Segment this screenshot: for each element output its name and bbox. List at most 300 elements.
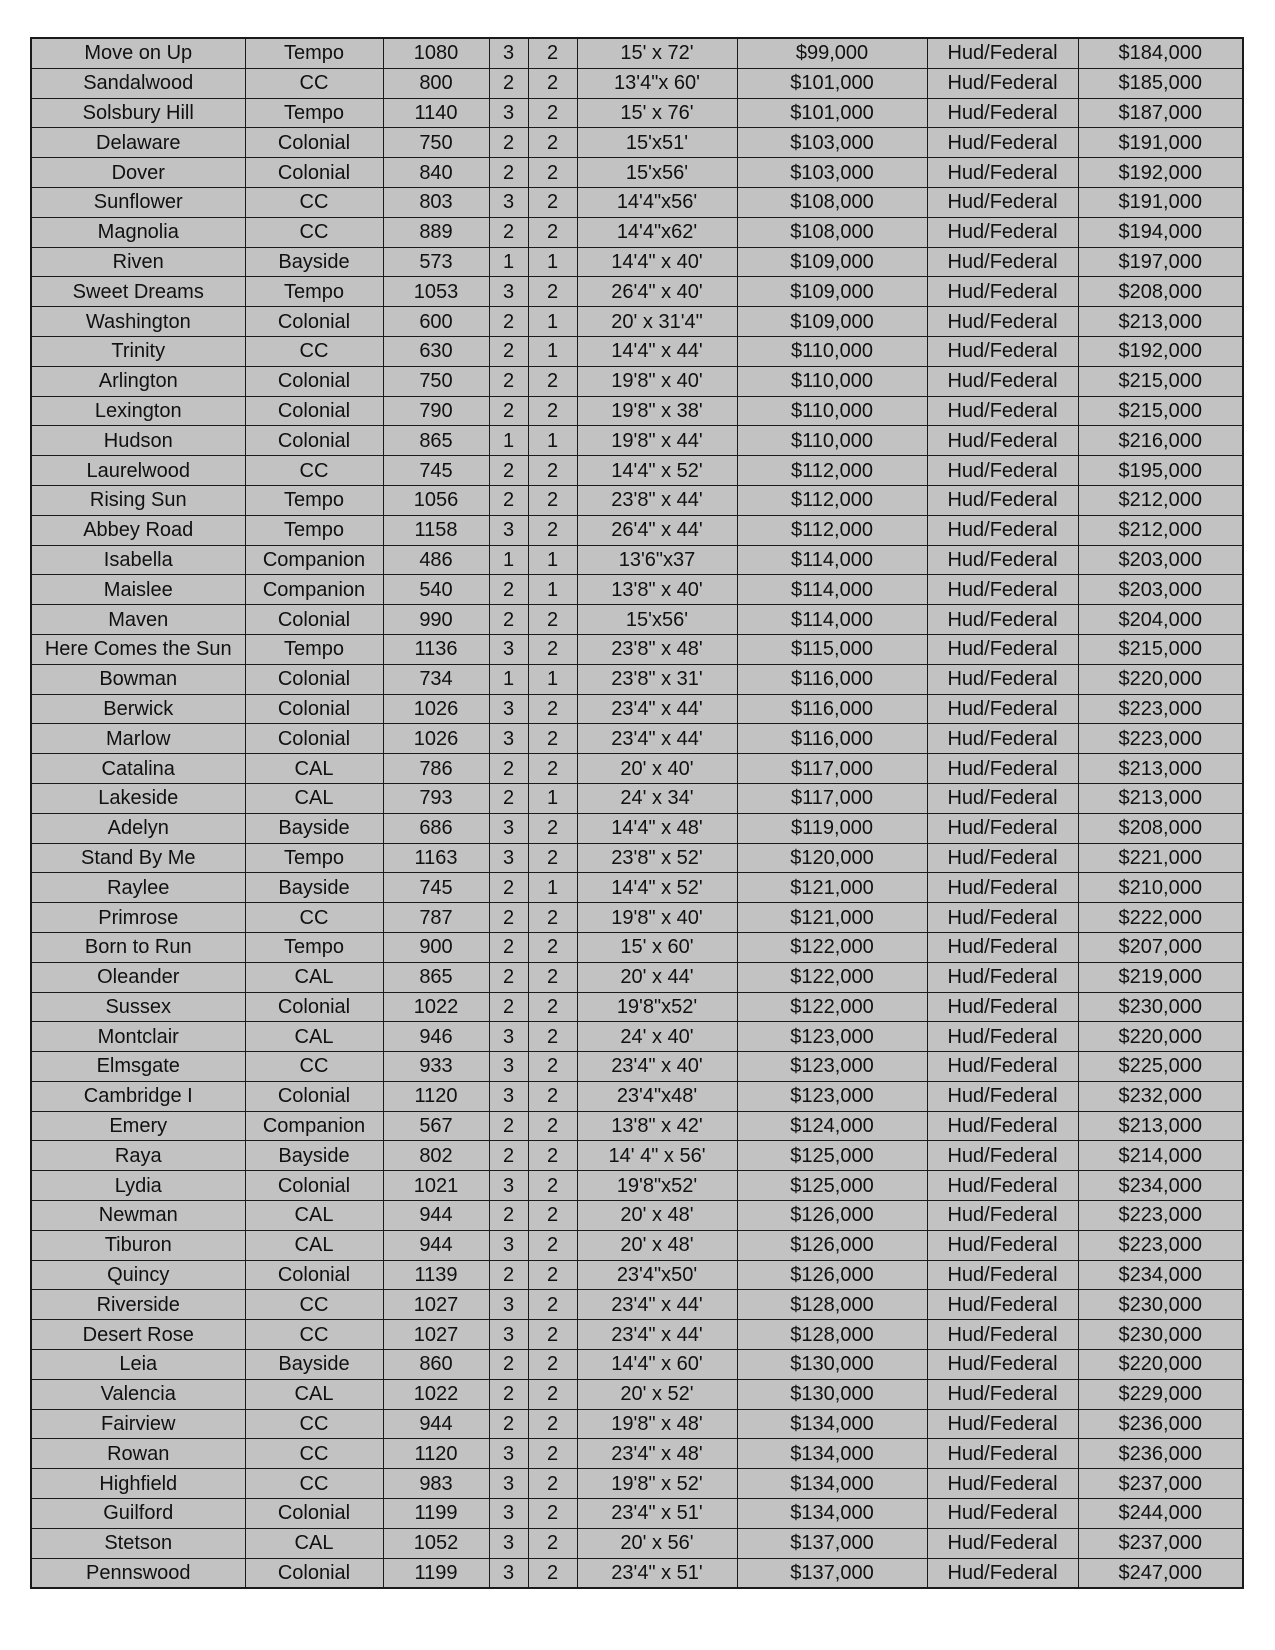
code-cell: Hud/Federal [927, 903, 1078, 933]
series-cell: Tempo [245, 932, 383, 962]
dimensions-cell: 19'8" x 40' [577, 366, 737, 396]
bedrooms-cell: 2 [489, 396, 528, 426]
bathrooms-cell: 1 [528, 426, 577, 456]
dimensions-cell: 15'x56' [577, 605, 737, 635]
total-price-cell: $236,000 [1078, 1439, 1243, 1469]
sqft-cell: 793 [383, 783, 489, 813]
series-cell: Tempo [245, 485, 383, 515]
table-row [31, 783, 1243, 813]
total-price-cell: $236,000 [1078, 1409, 1243, 1439]
code-cell: Hud/Federal [927, 605, 1078, 635]
dimensions-cell: 14' 4" x 56' [577, 1141, 737, 1171]
model-name-cell: Raylee [31, 873, 245, 903]
bedrooms-cell: 2 [489, 68, 528, 98]
sqft-cell: 865 [383, 426, 489, 456]
bedrooms-cell: 3 [489, 277, 528, 307]
model-name-cell: Quincy [31, 1260, 245, 1290]
bathrooms-cell: 2 [528, 1171, 577, 1201]
code-cell: Hud/Federal [927, 366, 1078, 396]
base-price-cell: $117,000 [737, 754, 927, 784]
bedrooms-cell: 2 [489, 217, 528, 247]
dimensions-cell: 26'4" x 44' [577, 515, 737, 545]
model-name-cell: Raya [31, 1141, 245, 1171]
series-cell: CAL [245, 783, 383, 813]
sqft-cell: 800 [383, 68, 489, 98]
code-cell: Hud/Federal [927, 724, 1078, 754]
table-row [31, 575, 1243, 605]
bathrooms-cell: 2 [528, 98, 577, 128]
total-price-cell: $234,000 [1078, 1171, 1243, 1201]
dimensions-cell: 14'4" x 48' [577, 813, 737, 843]
bathrooms-cell: 2 [528, 992, 577, 1022]
total-price-cell: $195,000 [1078, 456, 1243, 486]
total-price-cell: $203,000 [1078, 545, 1243, 575]
base-price-cell: $110,000 [737, 366, 927, 396]
base-price-cell: $112,000 [737, 485, 927, 515]
total-price-cell: $203,000 [1078, 575, 1243, 605]
sqft-cell: 1026 [383, 694, 489, 724]
table-row [31, 843, 1243, 873]
series-cell: Colonial [245, 1081, 383, 1111]
code-cell: Hud/Federal [927, 426, 1078, 456]
series-cell: CAL [245, 1022, 383, 1052]
bathrooms-cell: 1 [528, 247, 577, 277]
bathrooms-cell: 1 [528, 336, 577, 366]
bathrooms-cell: 2 [528, 1469, 577, 1499]
series-cell: Companion [245, 1111, 383, 1141]
base-price-cell: $134,000 [737, 1499, 927, 1529]
model-name-cell: Leia [31, 1350, 245, 1380]
table-row [31, 128, 1243, 158]
total-price-cell: $207,000 [1078, 932, 1243, 962]
dimensions-cell: 23'8" x 52' [577, 843, 737, 873]
bathrooms-cell: 2 [528, 38, 577, 68]
bedrooms-cell: 3 [489, 1499, 528, 1529]
bedrooms-cell: 3 [489, 1439, 528, 1469]
sqft-cell: 1120 [383, 1081, 489, 1111]
total-price-cell: $220,000 [1078, 1022, 1243, 1052]
model-name-cell: Sweet Dreams [31, 277, 245, 307]
table-row [31, 932, 1243, 962]
sqft-cell: 486 [383, 545, 489, 575]
table-row [31, 1499, 1243, 1529]
model-name-cell: Here Comes the Sun [31, 634, 245, 664]
bathrooms-cell: 2 [528, 485, 577, 515]
total-price-cell: $234,000 [1078, 1260, 1243, 1290]
bedrooms-cell: 3 [489, 187, 528, 217]
sqft-cell: 540 [383, 575, 489, 605]
base-price-cell: $115,000 [737, 634, 927, 664]
sqft-cell: 944 [383, 1409, 489, 1439]
sqft-cell: 745 [383, 873, 489, 903]
table-row [31, 1528, 1243, 1558]
base-price-cell: $110,000 [737, 336, 927, 366]
dimensions-cell: 13'6"x37 [577, 545, 737, 575]
code-cell: Hud/Federal [927, 1171, 1078, 1201]
series-cell: Colonial [245, 694, 383, 724]
table-row [31, 1290, 1243, 1320]
dimensions-cell: 23'4" x 51' [577, 1558, 737, 1588]
home-models-table [30, 37, 1244, 1589]
total-price-cell: $185,000 [1078, 68, 1243, 98]
model-name-cell: Laurelwood [31, 456, 245, 486]
sqft-cell: 573 [383, 247, 489, 277]
series-cell: Colonial [245, 1260, 383, 1290]
series-cell: Tempo [245, 515, 383, 545]
base-price-cell: $123,000 [737, 1022, 927, 1052]
code-cell: Hud/Federal [927, 1111, 1078, 1141]
total-price-cell: $210,000 [1078, 873, 1243, 903]
base-price-cell: $121,000 [737, 903, 927, 933]
bedrooms-cell: 1 [489, 426, 528, 456]
model-name-cell: Dover [31, 158, 245, 188]
total-price-cell: $223,000 [1078, 724, 1243, 754]
model-name-cell: Lexington [31, 396, 245, 426]
bathrooms-cell: 1 [528, 783, 577, 813]
bathrooms-cell: 2 [528, 843, 577, 873]
model-name-cell: Elmsgate [31, 1052, 245, 1082]
dimensions-cell: 14'4"x62' [577, 217, 737, 247]
base-price-cell: $110,000 [737, 396, 927, 426]
total-price-cell: $212,000 [1078, 485, 1243, 515]
series-cell: CC [245, 336, 383, 366]
table-row [31, 813, 1243, 843]
code-cell: Hud/Federal [927, 694, 1078, 724]
sqft-cell: 787 [383, 903, 489, 933]
total-price-cell: $247,000 [1078, 1558, 1243, 1588]
bathrooms-cell: 2 [528, 1350, 577, 1380]
dimensions-cell: 13'4"x 60' [577, 68, 737, 98]
model-name-cell: Sandalwood [31, 68, 245, 98]
total-price-cell: $230,000 [1078, 992, 1243, 1022]
code-cell: Hud/Federal [927, 456, 1078, 486]
total-price-cell: $221,000 [1078, 843, 1243, 873]
base-price-cell: $134,000 [737, 1469, 927, 1499]
base-price-cell: $109,000 [737, 307, 927, 337]
sqft-cell: 1056 [383, 485, 489, 515]
sqft-cell: 750 [383, 128, 489, 158]
model-name-cell: Montclair [31, 1022, 245, 1052]
bedrooms-cell: 1 [489, 545, 528, 575]
bedrooms-cell: 2 [489, 754, 528, 784]
bathrooms-cell: 2 [528, 1111, 577, 1141]
total-price-cell: $194,000 [1078, 217, 1243, 247]
base-price-cell: $101,000 [737, 68, 927, 98]
dimensions-cell: 20' x 31'4" [577, 307, 737, 337]
code-cell: Hud/Federal [927, 1499, 1078, 1529]
bathrooms-cell: 2 [528, 1230, 577, 1260]
bathrooms-cell: 1 [528, 873, 577, 903]
base-price-cell: $128,000 [737, 1320, 927, 1350]
dimensions-cell: 13'8" x 40' [577, 575, 737, 605]
table-row [31, 336, 1243, 366]
table-row [31, 545, 1243, 575]
base-price-cell: $121,000 [737, 873, 927, 903]
code-cell: Hud/Federal [927, 992, 1078, 1022]
series-cell: Bayside [245, 873, 383, 903]
bathrooms-cell: 2 [528, 754, 577, 784]
code-cell: Hud/Federal [927, 515, 1078, 545]
bathrooms-cell: 2 [528, 962, 577, 992]
table-row [31, 247, 1243, 277]
code-cell: Hud/Federal [927, 396, 1078, 426]
series-cell: CC [245, 1439, 383, 1469]
sqft-cell: 889 [383, 217, 489, 247]
bathrooms-cell: 2 [528, 1081, 577, 1111]
code-cell: Hud/Federal [927, 1260, 1078, 1290]
table-row [31, 1052, 1243, 1082]
dimensions-cell: 26'4" x 40' [577, 277, 737, 307]
code-cell: Hud/Federal [927, 813, 1078, 843]
dimensions-cell: 20' x 40' [577, 754, 737, 784]
code-cell: Hud/Federal [927, 634, 1078, 664]
series-cell: Colonial [245, 307, 383, 337]
bedrooms-cell: 1 [489, 664, 528, 694]
bedrooms-cell: 2 [489, 903, 528, 933]
bedrooms-cell: 2 [489, 1350, 528, 1380]
base-price-cell: $112,000 [737, 456, 927, 486]
series-cell: CAL [245, 754, 383, 784]
sqft-cell: 803 [383, 187, 489, 217]
table-row [31, 1260, 1243, 1290]
bedrooms-cell: 2 [489, 128, 528, 158]
model-name-cell: Rowan [31, 1439, 245, 1469]
total-price-cell: $220,000 [1078, 664, 1243, 694]
model-name-cell: Rising Sun [31, 485, 245, 515]
code-cell: Hud/Federal [927, 1528, 1078, 1558]
code-cell: Hud/Federal [927, 217, 1078, 247]
series-cell: Colonial [245, 605, 383, 635]
bathrooms-cell: 2 [528, 903, 577, 933]
code-cell: Hud/Federal [927, 128, 1078, 158]
base-price-cell: $110,000 [737, 426, 927, 456]
sqft-cell: 944 [383, 1201, 489, 1231]
base-price-cell: $99,000 [737, 38, 927, 68]
sqft-cell: 933 [383, 1052, 489, 1082]
model-name-cell: Riverside [31, 1290, 245, 1320]
code-cell: Hud/Federal [927, 545, 1078, 575]
bathrooms-cell: 1 [528, 545, 577, 575]
series-cell: Colonial [245, 1171, 383, 1201]
series-cell: Tempo [245, 634, 383, 664]
dimensions-cell: 14'4" x 44' [577, 336, 737, 366]
base-price-cell: $130,000 [737, 1350, 927, 1380]
total-price-cell: $214,000 [1078, 1141, 1243, 1171]
series-cell: Companion [245, 545, 383, 575]
table-row [31, 426, 1243, 456]
table-row [31, 187, 1243, 217]
code-cell: Hud/Federal [927, 307, 1078, 337]
total-price-cell: $192,000 [1078, 336, 1243, 366]
series-cell: CC [245, 903, 383, 933]
model-name-cell: Sussex [31, 992, 245, 1022]
table-row [31, 366, 1243, 396]
base-price-cell: $108,000 [737, 187, 927, 217]
model-name-cell: Lakeside [31, 783, 245, 813]
total-price-cell: $192,000 [1078, 158, 1243, 188]
model-name-cell: Newman [31, 1201, 245, 1231]
table-row [31, 1469, 1243, 1499]
model-name-cell: Washington [31, 307, 245, 337]
model-name-cell: Bowman [31, 664, 245, 694]
dimensions-cell: 13'8" x 42' [577, 1111, 737, 1141]
total-price-cell: $219,000 [1078, 962, 1243, 992]
bedrooms-cell: 2 [489, 962, 528, 992]
sqft-cell: 944 [383, 1230, 489, 1260]
total-price-cell: $191,000 [1078, 128, 1243, 158]
sqft-cell: 1080 [383, 38, 489, 68]
dimensions-cell: 14'4" x 52' [577, 456, 737, 486]
series-cell: CC [245, 1290, 383, 1320]
sqft-cell: 1052 [383, 1528, 489, 1558]
total-price-cell: $237,000 [1078, 1528, 1243, 1558]
sqft-cell: 983 [383, 1469, 489, 1499]
total-price-cell: $213,000 [1078, 754, 1243, 784]
table-row [31, 754, 1243, 784]
dimensions-cell: 14'4"x56' [577, 187, 737, 217]
bedrooms-cell: 1 [489, 247, 528, 277]
dimensions-cell: 23'4" x 44' [577, 1320, 737, 1350]
table-row [31, 1171, 1243, 1201]
sqft-cell: 1027 [383, 1320, 489, 1350]
series-cell: Colonial [245, 1499, 383, 1529]
base-price-cell: $124,000 [737, 1111, 927, 1141]
series-cell: Colonial [245, 366, 383, 396]
bathrooms-cell: 2 [528, 1290, 577, 1320]
total-price-cell: $230,000 [1078, 1320, 1243, 1350]
sqft-cell: 567 [383, 1111, 489, 1141]
base-price-cell: $119,000 [737, 813, 927, 843]
bedrooms-cell: 3 [489, 1320, 528, 1350]
bedrooms-cell: 2 [489, 1409, 528, 1439]
sqft-cell: 1022 [383, 992, 489, 1022]
model-name-cell: Abbey Road [31, 515, 245, 545]
model-name-cell: Riven [31, 247, 245, 277]
series-cell: CAL [245, 1201, 383, 1231]
code-cell: Hud/Federal [927, 1230, 1078, 1260]
sqft-cell: 686 [383, 813, 489, 843]
series-cell: CC [245, 1052, 383, 1082]
sqft-cell: 1021 [383, 1171, 489, 1201]
series-cell: Tempo [245, 843, 383, 873]
bedrooms-cell: 3 [489, 1230, 528, 1260]
base-price-cell: $134,000 [737, 1439, 927, 1469]
series-cell: CC [245, 1320, 383, 1350]
dimensions-cell: 20' x 44' [577, 962, 737, 992]
series-cell: CAL [245, 1528, 383, 1558]
table-row [31, 1558, 1243, 1588]
bedrooms-cell: 2 [489, 575, 528, 605]
series-cell: Tempo [245, 38, 383, 68]
sqft-cell: 1136 [383, 634, 489, 664]
series-cell: CAL [245, 1230, 383, 1260]
bedrooms-cell: 3 [489, 98, 528, 128]
base-price-cell: $122,000 [737, 992, 927, 1022]
model-name-cell: Primrose [31, 903, 245, 933]
dimensions-cell: 15' x 76' [577, 98, 737, 128]
base-price-cell: $123,000 [737, 1081, 927, 1111]
dimensions-cell: 23'4"x48' [577, 1081, 737, 1111]
table-row [31, 396, 1243, 426]
bedrooms-cell: 2 [489, 1260, 528, 1290]
series-cell: Bayside [245, 1141, 383, 1171]
dimensions-cell: 23'4" x 44' [577, 724, 737, 754]
series-cell: Colonial [245, 396, 383, 426]
model-name-cell: Tiburon [31, 1230, 245, 1260]
dimensions-cell: 23'4"x50' [577, 1260, 737, 1290]
dimensions-cell: 23'8" x 44' [577, 485, 737, 515]
table-row [31, 485, 1243, 515]
model-name-cell: Stand By Me [31, 843, 245, 873]
table-row [31, 515, 1243, 545]
code-cell: Hud/Federal [927, 1081, 1078, 1111]
series-cell: Colonial [245, 1558, 383, 1588]
base-price-cell: $128,000 [737, 1290, 927, 1320]
bedrooms-cell: 3 [489, 1081, 528, 1111]
table-row [31, 1141, 1243, 1171]
table-row [31, 873, 1243, 903]
code-cell: Hud/Federal [927, 187, 1078, 217]
series-cell: CC [245, 1469, 383, 1499]
bedrooms-cell: 2 [489, 873, 528, 903]
base-price-cell: $137,000 [737, 1558, 927, 1588]
bathrooms-cell: 2 [528, 396, 577, 426]
total-price-cell: $220,000 [1078, 1350, 1243, 1380]
total-price-cell: $215,000 [1078, 366, 1243, 396]
base-price-cell: $117,000 [737, 783, 927, 813]
model-name-cell: Oleander [31, 962, 245, 992]
series-cell: CC [245, 1409, 383, 1439]
code-cell: Hud/Federal [927, 783, 1078, 813]
table-row [31, 634, 1243, 664]
code-cell: Hud/Federal [927, 158, 1078, 188]
bathrooms-cell: 2 [528, 1379, 577, 1409]
bedrooms-cell: 2 [489, 366, 528, 396]
bathrooms-cell: 2 [528, 694, 577, 724]
bedrooms-cell: 2 [489, 1141, 528, 1171]
bedrooms-cell: 3 [489, 1022, 528, 1052]
code-cell: Hud/Federal [927, 98, 1078, 128]
code-cell: Hud/Federal [927, 754, 1078, 784]
series-cell: Colonial [245, 724, 383, 754]
sqft-cell: 786 [383, 754, 489, 784]
bedrooms-cell: 3 [489, 1528, 528, 1558]
bathrooms-cell: 2 [528, 1528, 577, 1558]
model-name-cell: Berwick [31, 694, 245, 724]
bedrooms-cell: 3 [489, 724, 528, 754]
bathrooms-cell: 2 [528, 1022, 577, 1052]
dimensions-cell: 23'4" x 44' [577, 1290, 737, 1320]
sqft-cell: 734 [383, 664, 489, 694]
bedrooms-cell: 2 [489, 992, 528, 1022]
bathrooms-cell: 2 [528, 366, 577, 396]
base-price-cell: $116,000 [737, 664, 927, 694]
bedrooms-cell: 2 [489, 307, 528, 337]
total-price-cell: $223,000 [1078, 1201, 1243, 1231]
dimensions-cell: 23'4" x 48' [577, 1439, 737, 1469]
series-cell: Bayside [245, 813, 383, 843]
model-name-cell: Pennswood [31, 1558, 245, 1588]
sqft-cell: 1158 [383, 515, 489, 545]
model-name-cell: Delaware [31, 128, 245, 158]
base-price-cell: $103,000 [737, 158, 927, 188]
code-cell: Hud/Federal [927, 1052, 1078, 1082]
base-price-cell: $130,000 [737, 1379, 927, 1409]
table-row [31, 992, 1243, 1022]
table-row [31, 694, 1243, 724]
dimensions-cell: 15'x51' [577, 128, 737, 158]
model-name-cell: Move on Up [31, 38, 245, 68]
